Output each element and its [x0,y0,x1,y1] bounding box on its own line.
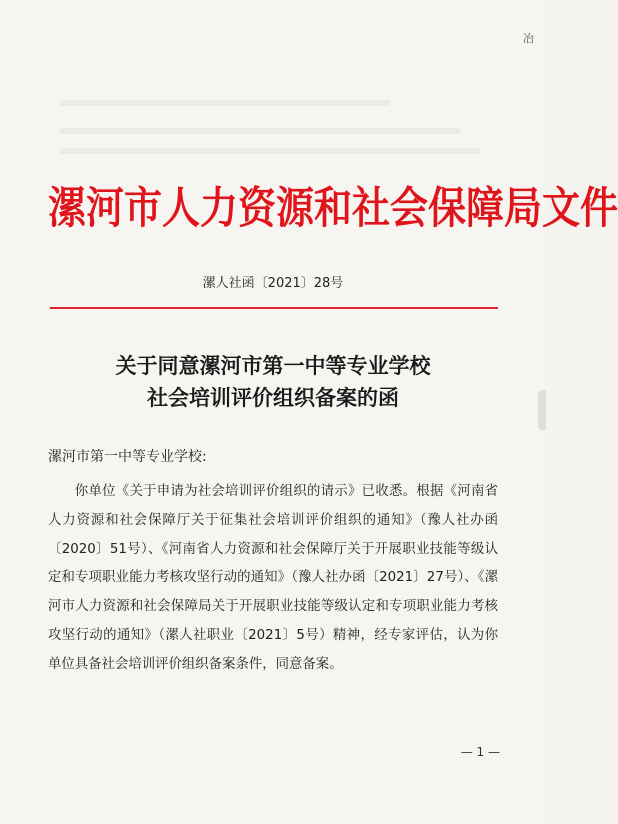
salutation: 漯河市第一中等专业学校: [48,449,207,465]
document-title-line2: 社会培训评价组织备案的函 [147,385,399,410]
document-masthead: 漯河市人力资源和社会保障局文件 [48,181,618,234]
document-number: 漯人社函〔2021〕28号 [202,276,344,291]
body-paragraph: 你单位《关于申请为社会培训评价组织的请示》已收悉。根据《河南省人力资源和社会保障厅关于征集社会培训评价组织的通知》（豫人社办函〔2020〕51号）、《河南省人力资源和社会保障厅关于开展职业技能等级认定和专项职业能力考核攻坚行动的通知》（豫人社办函〔2021〕27号）、《漯河市人力资源和社会保障局关于开展职业技能等级认定和专项职业能力考核攻坚行动的通知》（漯人社职业〔2021〕5号）精神，经专家评估，认为你单位具备社会培训评价组织备案条件，同意备案。 [48,484,498,672]
red-separator-line [50,307,498,309]
show-through-line [60,128,460,134]
show-through-line [60,100,390,106]
document-title-line1: 关于同意漯河市第一中等专业学校 [115,353,431,378]
show-through-line [60,148,480,154]
corner-mark: 冶 [523,32,534,45]
page-number: — 1 — [460,745,500,759]
